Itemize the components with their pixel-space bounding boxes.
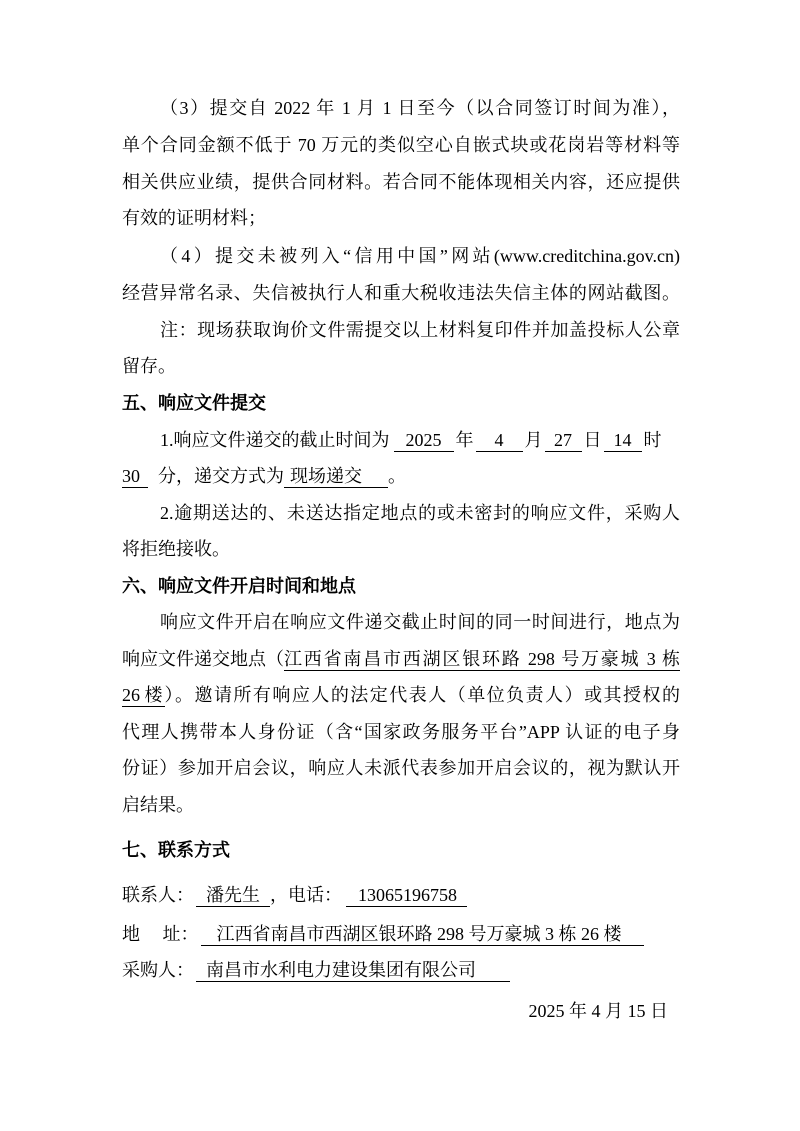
note-line-1: 注：现场获取询价文件需提交以上材料复印件并加盖投标人公章 bbox=[160, 320, 680, 340]
submission-method: 现场递交 bbox=[284, 466, 388, 488]
phone-label: ，电话： bbox=[270, 885, 342, 905]
late-rule-line-2: 将拒绝接收。 bbox=[122, 539, 230, 559]
deadline-year: 2025 bbox=[394, 430, 454, 452]
opening-line-2-prefix: 响应文件递交地点（ bbox=[122, 649, 284, 669]
deadline-month: 4 bbox=[476, 430, 523, 452]
contact-phone: 13065196758 bbox=[346, 885, 467, 907]
contact-name: 潘先生 bbox=[196, 885, 270, 907]
item3-line-2: 单个合同金额不低于 70 万元的类似空心自嵌式块或花岗岩等材料等 bbox=[122, 135, 680, 155]
deadline-prefix: 1.响应文件递交的截止时间为 bbox=[160, 430, 390, 450]
deadline-line-2 bbox=[122, 463, 406, 489]
deadline-minute: 30 bbox=[122, 466, 148, 488]
deadline-end: 。 bbox=[388, 466, 406, 486]
deadline-month-unit: 月 bbox=[524, 430, 543, 450]
purchaser-name: 南昌市水利电力建设集团有限公司 bbox=[196, 960, 510, 982]
opening-line-6: 启结果。 bbox=[122, 795, 194, 815]
opening-address-part-1: 江西省南昌市西湖区银环路 298 号万豪城 3 栋 bbox=[284, 649, 680, 669]
item3-line-4: 有效的证明材料； bbox=[122, 208, 266, 228]
opening-address-part-2: 26 楼 bbox=[122, 685, 163, 705]
deadline-line bbox=[160, 427, 680, 453]
late-rule-line-1: 2.逾期送达的、未送达指定地点的或未密封的响应文件，采购人 bbox=[160, 503, 680, 523]
section6-heading: 六、响应文件开启时间和地点 bbox=[122, 576, 356, 596]
purchaser-line bbox=[122, 957, 510, 983]
deadline-day: 27 bbox=[545, 430, 582, 452]
item4-line-2: 经营异常名录、失信被执行人和重大税收违法失信主体的网站截图。 bbox=[122, 283, 680, 303]
note-line-2: 留存。 bbox=[122, 356, 176, 376]
deadline-hour: 14 bbox=[604, 430, 642, 452]
deadline-day-unit: 日 bbox=[583, 430, 602, 450]
opening-line-1: 响应文件开启在响应文件递交截止时间的同一时间进行，地点为 bbox=[160, 612, 680, 632]
contact-line bbox=[122, 882, 467, 908]
document-date: 2025 年 4 月 15 日 bbox=[528, 1001, 668, 1021]
item3-line-1: （3）提交自 2022 年 1 月 1 日至今（以合同签订时间为准）， bbox=[160, 98, 680, 118]
deadline-minute-text: 分，递交方式为 bbox=[158, 466, 284, 486]
address-label: 地 址： bbox=[122, 924, 199, 944]
deadline-hour-unit: 时 bbox=[643, 430, 662, 450]
opening-line-3 bbox=[122, 682, 680, 708]
contact-address: 江西省南昌市西湖区银环路 298 号万豪城 3 栋 26 楼 bbox=[201, 924, 644, 946]
item4-line-1: （4）提交未被列入“信用中国”网站(www.creditchina.gov.cn) bbox=[160, 246, 680, 266]
opening-line-2 bbox=[122, 646, 680, 672]
address-line bbox=[122, 921, 644, 947]
deadline-year-unit: 年 bbox=[455, 430, 474, 450]
opening-line-5: 份证）参加开启会议，响应人未派代表参加开启会议的，视为默认开 bbox=[122, 758, 680, 778]
section7-heading: 七、联系方式 bbox=[122, 840, 230, 860]
contact-label: 联系人： bbox=[122, 885, 194, 905]
opening-line-4: 代理人携带本人身份证（含“国家政务服务平台”APP 认证的电子身 bbox=[122, 722, 680, 742]
section5-heading: 五、响应文件提交 bbox=[122, 393, 266, 413]
opening-line-3-rest: ）。邀请所有响应人的法定代表人（单位负责人）或其授权的 bbox=[164, 685, 680, 705]
purchaser-label: 采购人： bbox=[122, 960, 194, 980]
item3-line-3: 相关供应业绩，提供合同材料。若合同不能体现相关内容，还应提供 bbox=[122, 172, 680, 192]
